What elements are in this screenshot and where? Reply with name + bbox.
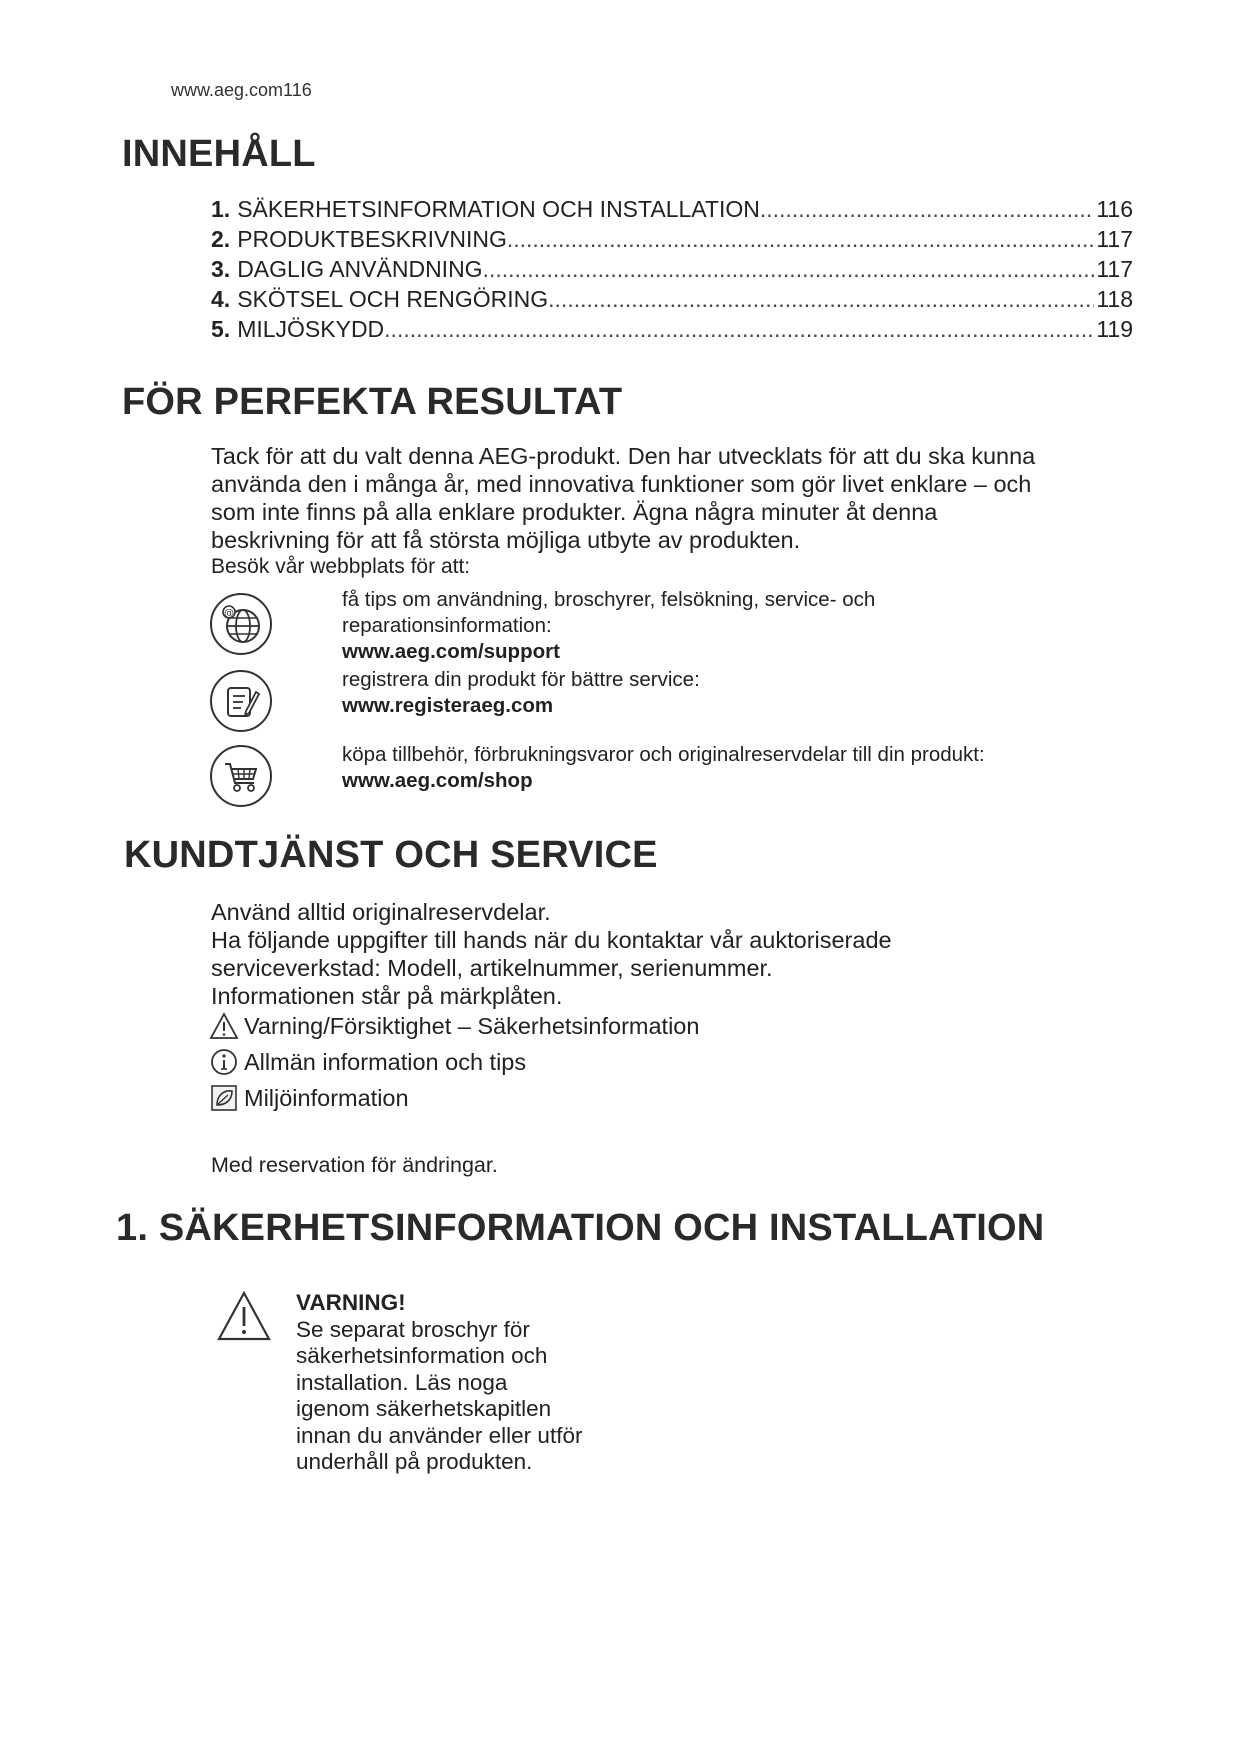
toc-item-label: MILJÖSKYDD <box>237 316 385 342</box>
toc-title: INNEHÅLL <box>122 133 316 175</box>
results-title: FÖR PERFEKTA RESULTAT <box>122 381 623 423</box>
toc-item-page: 118 <box>1096 286 1133 312</box>
register-icon <box>210 670 272 732</box>
link-shop: köpa tillbehör, förbrukningsvaror och originalreservdelar till din produkt: www.aeg.com/shop <box>342 743 985 792</box>
toc-item-number: 3. <box>211 256 231 282</box>
intro-paragraph <box>211 442 1141 554</box>
intro-line: beskrivning för att få största möjliga utbyte av produkten. <box>211 527 801 553</box>
table-of-contents <box>211 196 1133 346</box>
toc-leader-dots <box>384 316 1094 343</box>
reservation-note: Med reservation för ändringar. <box>211 1153 498 1177</box>
shop-link[interactable]: www.aeg.com/shop <box>342 769 533 792</box>
environment-icon <box>209 1084 239 1112</box>
header-url: www.aeg.com116 <box>171 80 312 100</box>
toc-item-number: 2. <box>211 226 231 252</box>
toc-item-page: 116 <box>1096 196 1133 222</box>
link-support: få tips om användning, broschyrer, felsökning, service- och reparationsinformation: www.aeg.com/support <box>342 588 876 663</box>
toc-item[interactable] <box>211 316 1133 346</box>
toc-item-number: 4. <box>211 286 231 312</box>
service-title: KUNDTJÄNST OCH SERVICE <box>124 834 658 876</box>
legend-info: Allmän information och tips <box>209 1048 526 1076</box>
intro-line: Tack för att du valt denna AEG-produkt. Den har utvecklats för att du ska kunna <box>211 443 1036 469</box>
warning-icon <box>209 1012 239 1040</box>
cart-icon <box>210 745 272 807</box>
toc-item-label: DAGLIG ANVÄNDNING <box>237 256 483 282</box>
toc-item-label: SKÖTSEL OCH RENGÖRING <box>237 286 549 312</box>
svg-text:@: @ <box>224 608 234 619</box>
warning-icon <box>216 1290 272 1347</box>
globe-icon <box>210 593 272 655</box>
visit-text: Besök vår webbplats för att: <box>211 555 471 578</box>
toc-leader-dots <box>548 286 1094 313</box>
toc-item[interactable] <box>211 226 1133 256</box>
toc-item-page: 119 <box>1096 316 1133 342</box>
toc-leader-dots <box>483 256 1095 283</box>
toc-item-label: SÄKERHETSINFORMATION OCH INSTALLATION <box>237 196 760 222</box>
link-register: registrera din produkt för bättre service: www.registeraeg.com <box>342 668 700 717</box>
legend-environment: Miljöinformation <box>209 1084 409 1112</box>
warning-title: VARNING! <box>296 1290 406 1315</box>
legend-warning: Varning/Försiktighet – Säkerhetsinformation <box>209 1012 699 1040</box>
intro-line: använda den i många år, med innovativa funktioner som gör livet enklare – och <box>211 471 1032 497</box>
toc-leader-dots <box>760 196 1094 223</box>
register-link[interactable]: www.registeraeg.com <box>342 694 554 717</box>
toc-leader-dots <box>507 226 1094 253</box>
toc-item-number: 1. <box>211 196 231 222</box>
toc-item-page: 117 <box>1096 256 1133 282</box>
warning-box: VARNING! Se separat broschyr för säkerhetsinformation och installation. Läs noga igenom säkerhetskapitlen innan du använder eller utför underhåll på produkten. <box>296 1290 626 1476</box>
toc-item[interactable] <box>211 196 1133 226</box>
toc-item[interactable] <box>211 256 1133 286</box>
info-icon <box>209 1048 239 1076</box>
toc-item[interactable] <box>211 286 1133 316</box>
support-link[interactable]: www.aeg.com/support <box>342 640 560 663</box>
safety-title: 1. SÄKERHETSINFORMATION OCH INSTALLATION <box>116 1207 1045 1249</box>
toc-item-page: 117 <box>1096 226 1133 252</box>
service-paragraph: Använd alltid originalreservdelar. Ha följande uppgifter till hands när du kontaktar vår auktoriserade serviceverkstad: Modell, artikelnummer, serienummer. Informationen står på märkplåten. <box>211 899 892 1009</box>
toc-item-number: 5. <box>211 316 231 342</box>
toc-item-label: PRODUKTBESKRIVNING <box>237 226 507 252</box>
intro-line: som inte finns på alla enklare produkter. Ägna några minuter åt denna <box>211 499 938 525</box>
